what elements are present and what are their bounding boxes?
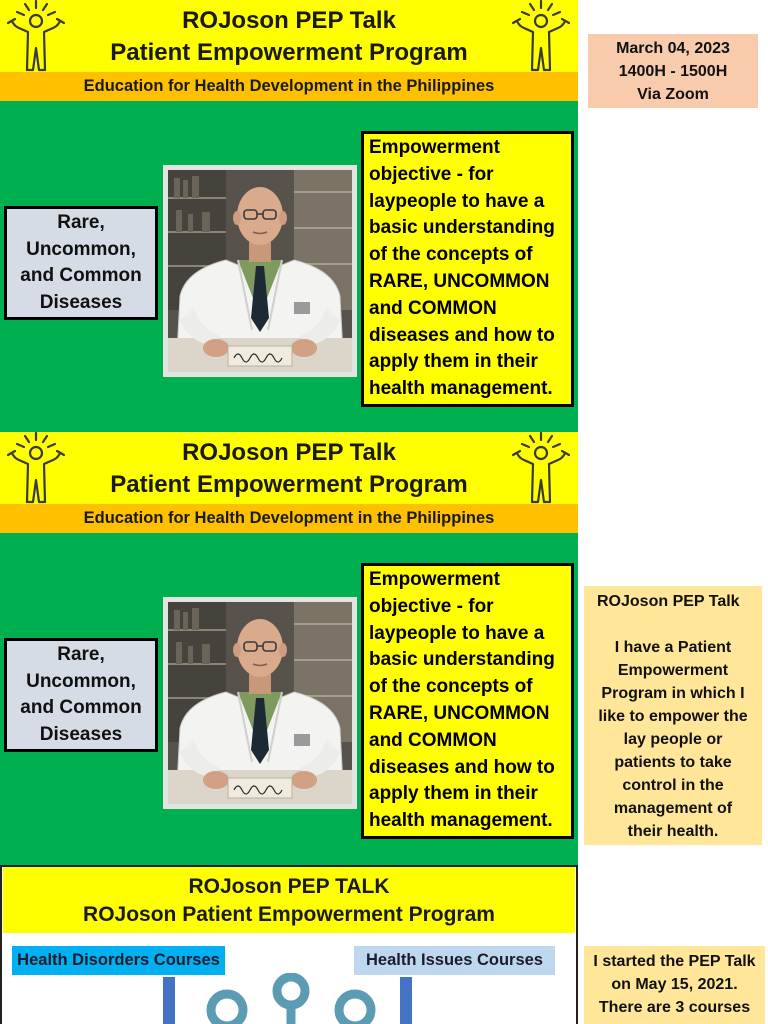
- topic-label: Rare, Uncommon, and Common Diseases: [20, 644, 142, 745]
- note-heading: ROJoson PEP Talk: [597, 592, 740, 610]
- course-ring: [211, 994, 243, 1024]
- slide-title: ROJoson PEP Talk: [182, 7, 396, 34]
- down-arrow-icon: [400, 977, 412, 1024]
- program-description-note: [584, 586, 762, 845]
- overview-header: [3, 867, 575, 933]
- presenter-photo-frame: [163, 597, 357, 809]
- topic-label: Rare, Uncommon, and Common Diseases: [20, 212, 142, 313]
- topic-slide: [0, 0, 578, 432]
- objective-box: Empowerment objective - for laypeople to have a basic understanding of the concepts of RARE, UNCOMMON and COMMON diseases and how to apply them in their health management.: [361, 563, 574, 839]
- topic-box: [4, 638, 158, 752]
- session-date: March 04, 2023: [616, 40, 730, 57]
- slide-tagline: Education for Health Development in the Philippines: [0, 504, 578, 533]
- slide-subtitle: Patient Empowerment Program: [110, 39, 468, 66]
- down-arrow-icon: [163, 977, 175, 1024]
- note-body: I have a Patient Empowerment Program in which I like to empower the lay people or patients to take control in the management of their health.: [598, 638, 748, 840]
- session-venue: Via Zoom: [637, 86, 709, 103]
- overview-title: ROJoson PEP TALK: [188, 875, 390, 898]
- overview-title-block: [3, 873, 575, 929]
- topic-slide: [0, 432, 578, 865]
- course-rings-graphic: [190, 973, 390, 1024]
- presenter-photo-frame: [163, 165, 357, 377]
- empowered-person-icon: [511, 0, 571, 72]
- slide-title-block: [0, 5, 578, 69]
- program-history-note: [584, 946, 765, 1024]
- empowered-person-icon: [511, 432, 571, 504]
- health-issues-courses-label: Health Issues Courses: [354, 946, 555, 975]
- objective-box: Empowerment objective - for laypeople to have a basic understanding of the concepts of RARE, UNCOMMON and COMMON diseases and how to apply them in their health management.: [361, 131, 574, 407]
- slide-header: [0, 432, 578, 504]
- course-ring: [339, 994, 371, 1024]
- slide-tagline: Education for Health Development in the Philippines: [0, 72, 578, 101]
- course-ring: [277, 977, 305, 1005]
- topic-box: [4, 206, 158, 320]
- slide-header: [0, 0, 578, 72]
- overview-subtitle: ROJoson Patient Empowerment Program: [83, 903, 495, 926]
- overview-slide: [0, 865, 578, 1024]
- presenter-photo: [168, 170, 352, 372]
- slide-subtitle: Patient Empowerment Program: [110, 471, 468, 498]
- presenter-photo: [168, 602, 352, 804]
- slide-title: ROJoson PEP Talk: [182, 439, 396, 466]
- health-disorders-courses-label: Health Disorders Courses: [12, 946, 225, 975]
- slide-title-block: [0, 437, 578, 501]
- session-time: 1400H - 1500H: [618, 63, 728, 80]
- session-details-note: [588, 34, 758, 108]
- note-body: I started the PEP Talk on May 15, 2021. There are 3 courses: [593, 952, 756, 1016]
